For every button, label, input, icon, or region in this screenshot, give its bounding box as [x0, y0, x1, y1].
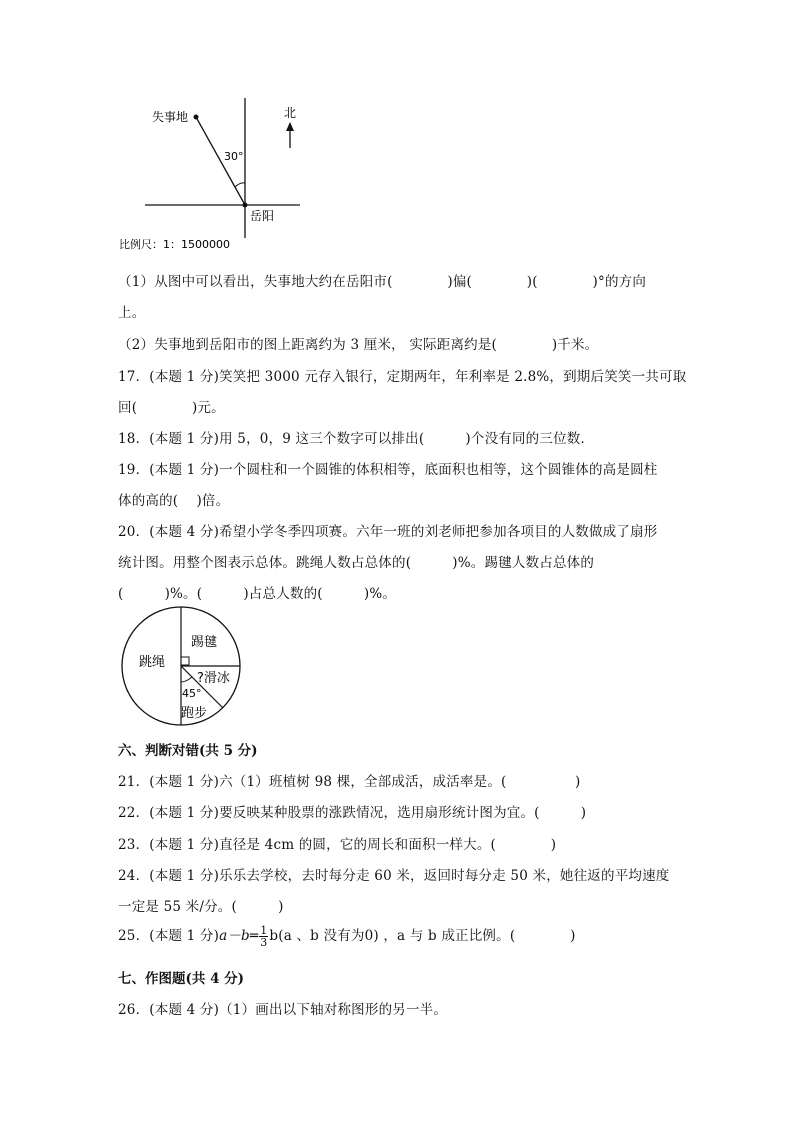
q25-prefix: 25．(本题 1 分) [118, 928, 220, 944]
q20-line2: 统计图。用整个图表示总体。跳绳人数占总体的( )%。踢毽人数占总体的 [118, 555, 595, 571]
north-label: 北 [284, 106, 297, 120]
q19-line1: 19．(本题 1 分)一个圆柱和一个圆锥的体积相等，底面积也相等，这个圆锥体的高是圆柱 [118, 462, 658, 478]
q25-fraction-numerator: 1 [260, 924, 268, 937]
q16-part1-line1: （1）从图中可以看出，失事地大约在岳阳市( )偏( )( )°的方向 [118, 274, 647, 290]
q25-fraction [259, 925, 268, 948]
q17-line1: 17．(本题 1 分)笑笑把 3000 元存入银行，定期两年，年利率是 2.8%，到期后笑笑一共可取 [118, 369, 687, 385]
q23-line1: 23．(本题 1 分)直径是 4cm 的圆，它的周长和面积一样大。( ) [118, 837, 557, 853]
sector-shuttle-label: 踢毽 [191, 635, 218, 650]
q19-line2: 体的高的( )倍。 [118, 493, 230, 509]
q25-expr-right: b(a 、b 没有为0) ，a 与 b 成正比例。( ) [269, 928, 576, 944]
q25-expr-left: a－b═ [219, 928, 259, 944]
angle-label: 30° [224, 150, 244, 163]
q20-line1: 20．(本题 4 分)希望小学冬季四项赛。六年一班的刘老师把参加各项目的人数做成了扇形 [118, 524, 658, 540]
q22-line1: 22．(本题 1 分)要反映某种股票的涨跌情况，选用扇形统计图为宜。( ) [118, 805, 587, 821]
sector-angle-label: 45° [182, 687, 202, 700]
city-label: 岳阳 [250, 209, 275, 223]
angle-arc [235, 183, 245, 187]
q25-line1 [118, 924, 576, 948]
q25-fraction-denominator: 3 [260, 936, 268, 949]
angle-45-arc [181, 677, 192, 682]
sector-rope-label: 跳绳 [139, 655, 166, 670]
q24-line1: 24．(本题 1 分)乐乐去学校，去时每分走 60 米，返回时每分走 50 米，她往返的平均速度 [118, 868, 670, 884]
section-6-title: 六、判断对错(共 5 分) [118, 743, 258, 759]
direction-map [0, 0, 794, 260]
city-point [243, 203, 248, 208]
q16-part1-line2: 上。 [118, 305, 146, 321]
accident-label: 失事地 [152, 110, 189, 124]
q18-line1: 18．(本题 1 分)用 5，0，9 这三个数字可以排出( )个没有同的三位数． [118, 431, 595, 447]
sector-skate-label: ?滑冰 [197, 671, 230, 686]
q20-line3: ( )%。( )占总人数的( )%。 [118, 586, 397, 602]
q17-line2: 回( )元。 [118, 400, 225, 416]
scale-label: 比例尺：1：1500000 [119, 238, 230, 251]
q16-part2: （2）失事地到岳阳市的图上距离约为 3 厘米， 实际距离约是( )千米。 [118, 337, 599, 353]
q26-line1: 26．(本题 4 分)（1）画出以下轴对称图形的另一半。 [118, 1002, 448, 1018]
q24-line2: 一定是 55 米/分。( ) [118, 899, 284, 915]
q21-line1: 21．(本题 1 分)六（1）班植树 98 棵，全部成活，成活率是。( ) [118, 774, 581, 790]
right-angle-mark [181, 657, 189, 665]
section-7-title: 七、作图题(共 4 分) [118, 971, 245, 987]
accident-point [194, 115, 199, 120]
pie-chart [0, 600, 794, 740]
north-arrow-head [286, 122, 294, 131]
sector-run-label: 跑步 [181, 706, 208, 721]
